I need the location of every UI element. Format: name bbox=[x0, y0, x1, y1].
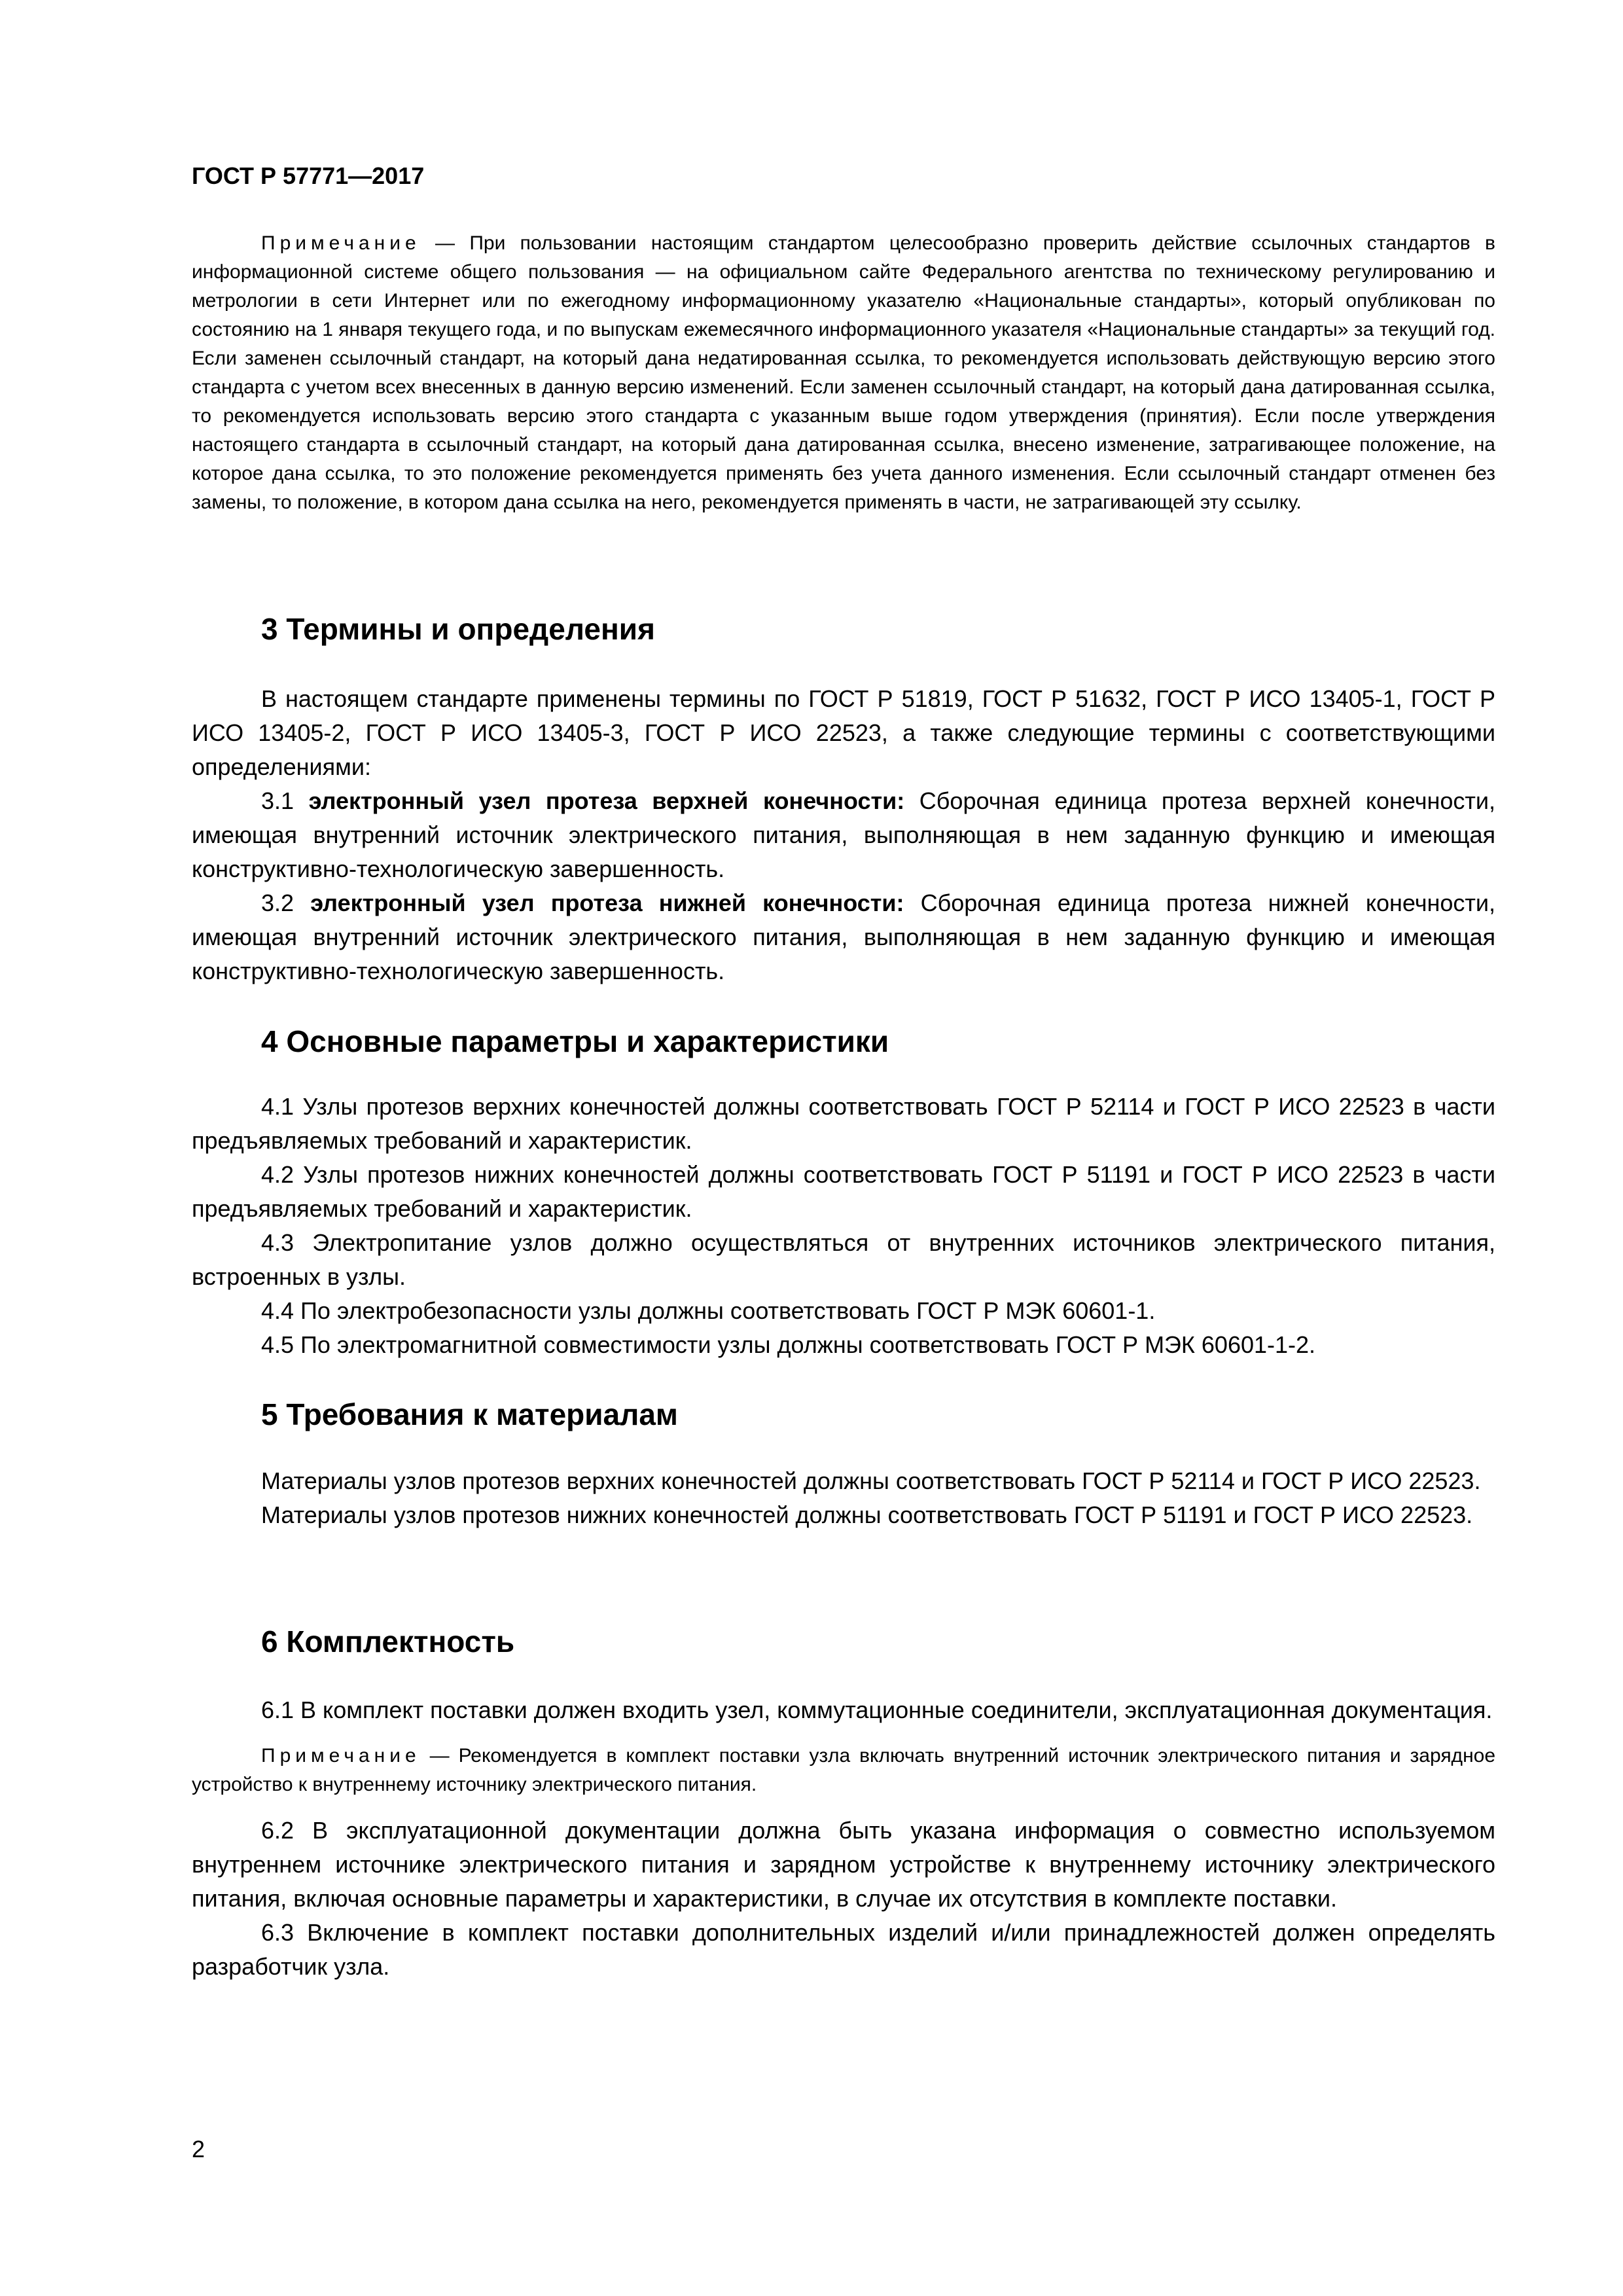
clause-4-4: 4.4 По электробезопасности узлы должны соответствовать ГОСТ Р МЭК 60601-1. bbox=[261, 1297, 1156, 1324]
note-lead: Примечание bbox=[261, 232, 421, 254]
clause-4-5: 4.5 По электромагнитной совместимости узлы должны соответствовать ГОСТ Р МЭК 60601-1-2. bbox=[261, 1331, 1316, 1358]
section-3-intro: В настоящем стандарте применены термины по ГОСТ Р 51819, ГОСТ Р 51632, ГОСТ Р ИСО 13405-1, ГОСТ Р ИСО 13405-2, ГОСТ Р ИСО 13405-3, ГОСТ Р ИСО 22523, а также следующие термины с соответствующими определениями: bbox=[192, 685, 1495, 780]
delivery-note-lead: Примечание bbox=[261, 1745, 421, 1767]
materials-upper: Материалы узлов протезов верхних конечностей должны соответствовать ГОСТ Р 52114 и ГОСТ Р ИСО 22523. bbox=[261, 1467, 1481, 1494]
page-number: 2 bbox=[192, 2136, 205, 2162]
clause-4-2: 4.2 Узлы протезов нижних конечностей должны соответствовать ГОСТ Р 51191 и ГОСТ Р ИСО 22523 в части предъявляемых требований и характеристик. bbox=[192, 1161, 1495, 1222]
term-3-2-definition: Сборочная единица протеза нижней конечности, имеющая внутренний источник электрического питания, выполняющая в нем заданную функцию и имеющая конструктивно-технологическую завершенность. bbox=[192, 889, 1496, 984]
section-5-body bbox=[192, 1464, 1495, 1532]
clause-4-1: 4.1 Узлы протезов верхних конечностей должны соответствовать ГОСТ Р 52114 и ГОСТ Р ИСО 22523 в части предъявляемых требований и характеристик. bbox=[192, 1093, 1495, 1154]
term-3-1-name: электронный узел протеза верхней конечности: bbox=[308, 787, 905, 814]
materials-lower: Материалы узлов протезов нижних конечностей должны соответствовать ГОСТ Р 51191 и ГОСТ Р ИСО 22523. bbox=[261, 1501, 1473, 1528]
document-code: ГОСТ Р 57771—2017 bbox=[192, 162, 425, 189]
reference-note bbox=[192, 229, 1495, 517]
section-3-title: 3 Термины и определения bbox=[261, 612, 655, 646]
clause-6-1: 6.1 В комплект поставки должен входить узел, коммутационные соединители, эксплуатационная документация. bbox=[261, 1696, 1493, 1723]
term-3-1-number: 3.1 bbox=[261, 787, 309, 814]
delivery-note bbox=[192, 1742, 1495, 1799]
delivery-note-text: — Рекомендуется в комплект поставки узла включать внутренний источник электрического питания и зарядное устройство к внутреннему источнику электрического питания. bbox=[192, 1745, 1495, 1795]
section-4-body bbox=[192, 1090, 1495, 1362]
section-4-title: 4 Основные параметры и характеристики bbox=[261, 1024, 889, 1058]
term-3-2 bbox=[192, 886, 1495, 988]
term-3-2-number: 3.2 bbox=[261, 889, 311, 916]
clause-4-3: 4.3 Электропитание узлов должно осуществляться от внутренних источников электрического питания, встроенных в узлы. bbox=[192, 1229, 1495, 1290]
note-paragraph bbox=[192, 229, 1495, 517]
section-6-title: 6 Комплектность bbox=[261, 1624, 515, 1659]
term-3-2-name: электронный узел протеза нижней конечности: bbox=[310, 889, 904, 916]
term-3-1 bbox=[192, 784, 1495, 886]
note-text: — При пользовании настоящим стандартом целесообразно проверить действие ссылочных стандартов в информационной системе общего пользования — на официальном сайте Федерального агентства по техническому регулированию и метрологии в сети Интернет или по ежегодному информационному указателю «Национальные стандарты», который опубликован по состоянию на 1 января текущего года, и по выпускам ежемесячного информационного указателя «Национальные стандарты» за текущий год. Если заменен ссылочный стандарт, на который дана недатированная ссылка, то рекомендуется использовать действующую версию этого стандарта с учетом всех внесенных в данную версию изменений. Если заменен ссылочный стандарт, на который дана датированная ссылка, то рекомендуется использовать версию этого стандарта с указанным выше годом утверждения (принятия). Если после утверждения настоящего стандарта в ссылочный стандарт, на который дана датированная ссылка, внесено изменение, затрагивающее положение, на которое дана ссылка, то это положение рекомендуется применять без учета данного изменения. Если ссылочный стандарт отменен без замены, то положение, в котором дана ссылка на него, рекомендуется применять в части, не затрагивающей эту ссылку. bbox=[192, 232, 1495, 513]
clause-6-2: 6.2 В эксплуатационной документации должна быть указана информация о совместно используемом внутреннем источнике электрического питания и зарядном устройстве к внутреннему источнику электрического питания, включая основные параметры и характеристики, в случае их отсутствия в комплекте поставки. bbox=[192, 1817, 1495, 1912]
section-6-body bbox=[192, 1693, 1495, 1984]
term-3-1-definition: Сборочная единица протеза верхней конечности, имеющая внутренний источник электрического питания, выполняющая в нем заданную функцию и имеющая конструктивно-технологическую завершенность. bbox=[192, 787, 1496, 882]
clause-6-3: 6.3 Включение в комплект поставки дополнительных изделий и/или принадлежностей должен определять разработчик узла. bbox=[192, 1919, 1495, 1980]
section-5-title: 5 Требования к материалам bbox=[261, 1397, 678, 1431]
section-3-body bbox=[192, 682, 1495, 988]
